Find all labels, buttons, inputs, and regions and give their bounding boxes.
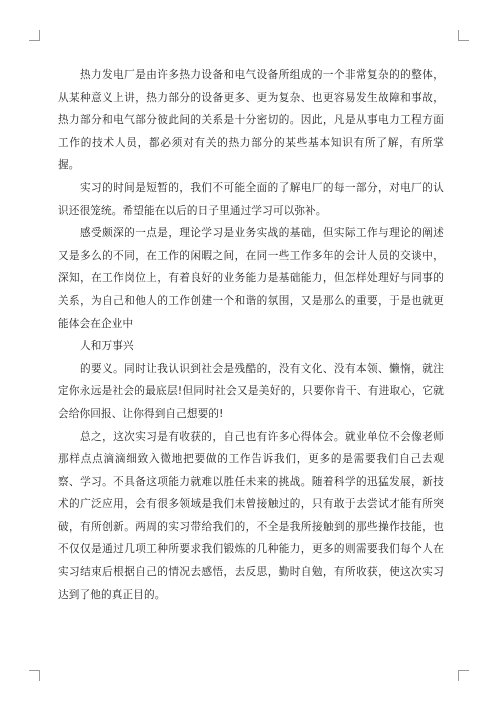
paragraph-conclusion: 总之，这次实习是有收获的，自己也有许多心得体会。就业单位不会像老师那样点点滴滴细致入微地把要做的工作告诉我们，更多的是需要我们自己去观察、学习。不具备这项能力就难以胜任未来的挑战。随着科学的迅猛发展，新技术的广泛应用，会有很多领域是我们未曾接触过的，只有敢于去尝试才能有所突破，有所创新。两周的实习带给我们的，不全是我所接触到的那些操作技能，也不仅仅是通过几项工种所要求我们锻炼的几种能力，更多的则需要我们每个人在实习结束后根据自己的情况去感悟，去反思，勤时自勉，有所收获，使这次实习达到了他的真正目的。: [58, 430, 444, 601]
paragraph-harmony-phrase: 人和万事兴: [80, 340, 134, 353]
crop-mark-top-left: [29, 30, 40, 41]
paragraph-internship-time: 实习的时间是短暂的，我们不可能全面的了解电厂的每一部分，对电厂的认识还很笼统。希望能在以后的日子里通过学习可以弥补。: [58, 181, 444, 217]
paragraph-deep-feelings: 感受颇深的一点是，理论学习是业务实战的基础，但实际工作与理论的阐述又是多么的不同，在工作的闲暇之间，在同一些工作多年的会计人员的交谈中，深知，在工作岗位上，有着良好的业务能力是基础能力，但怎样处理好与同事的关系，为自己和他人的工作创建一个和谐的氛围，又是那么的重要，于是也就更能体会在企业中: [58, 227, 444, 330]
crop-mark-bottom-right: [458, 670, 469, 681]
paragraph-society-lesson: 的要义。同时让我认识到社会是残酷的，没有文化、没有本领、懒惰，就注定你永远是社会的最底层!但同时社会又是美好的，只要你肯干、有进取心，它就会给你回报、让你得到自己想要的!: [58, 362, 444, 420]
document-body: [58, 64, 444, 606]
crop-mark-top-right: [458, 30, 469, 41]
crop-mark-bottom-left: [29, 670, 40, 681]
paragraph-thermal-power-plant: 热力发电厂是由许多热力设备和电气设备所组成的一个非常复杂的的整体，从某种意义上讲，热力部分的设备更多、更为复杂、也更容易发生故障和事故，热力部分和电气部分彼此间的关系是十分密切的。因此，凡是从事电力工程方面工作的技术人员，都必须对有关的热力部分的某些基本知识有所了解，有所掌握。: [58, 69, 444, 172]
